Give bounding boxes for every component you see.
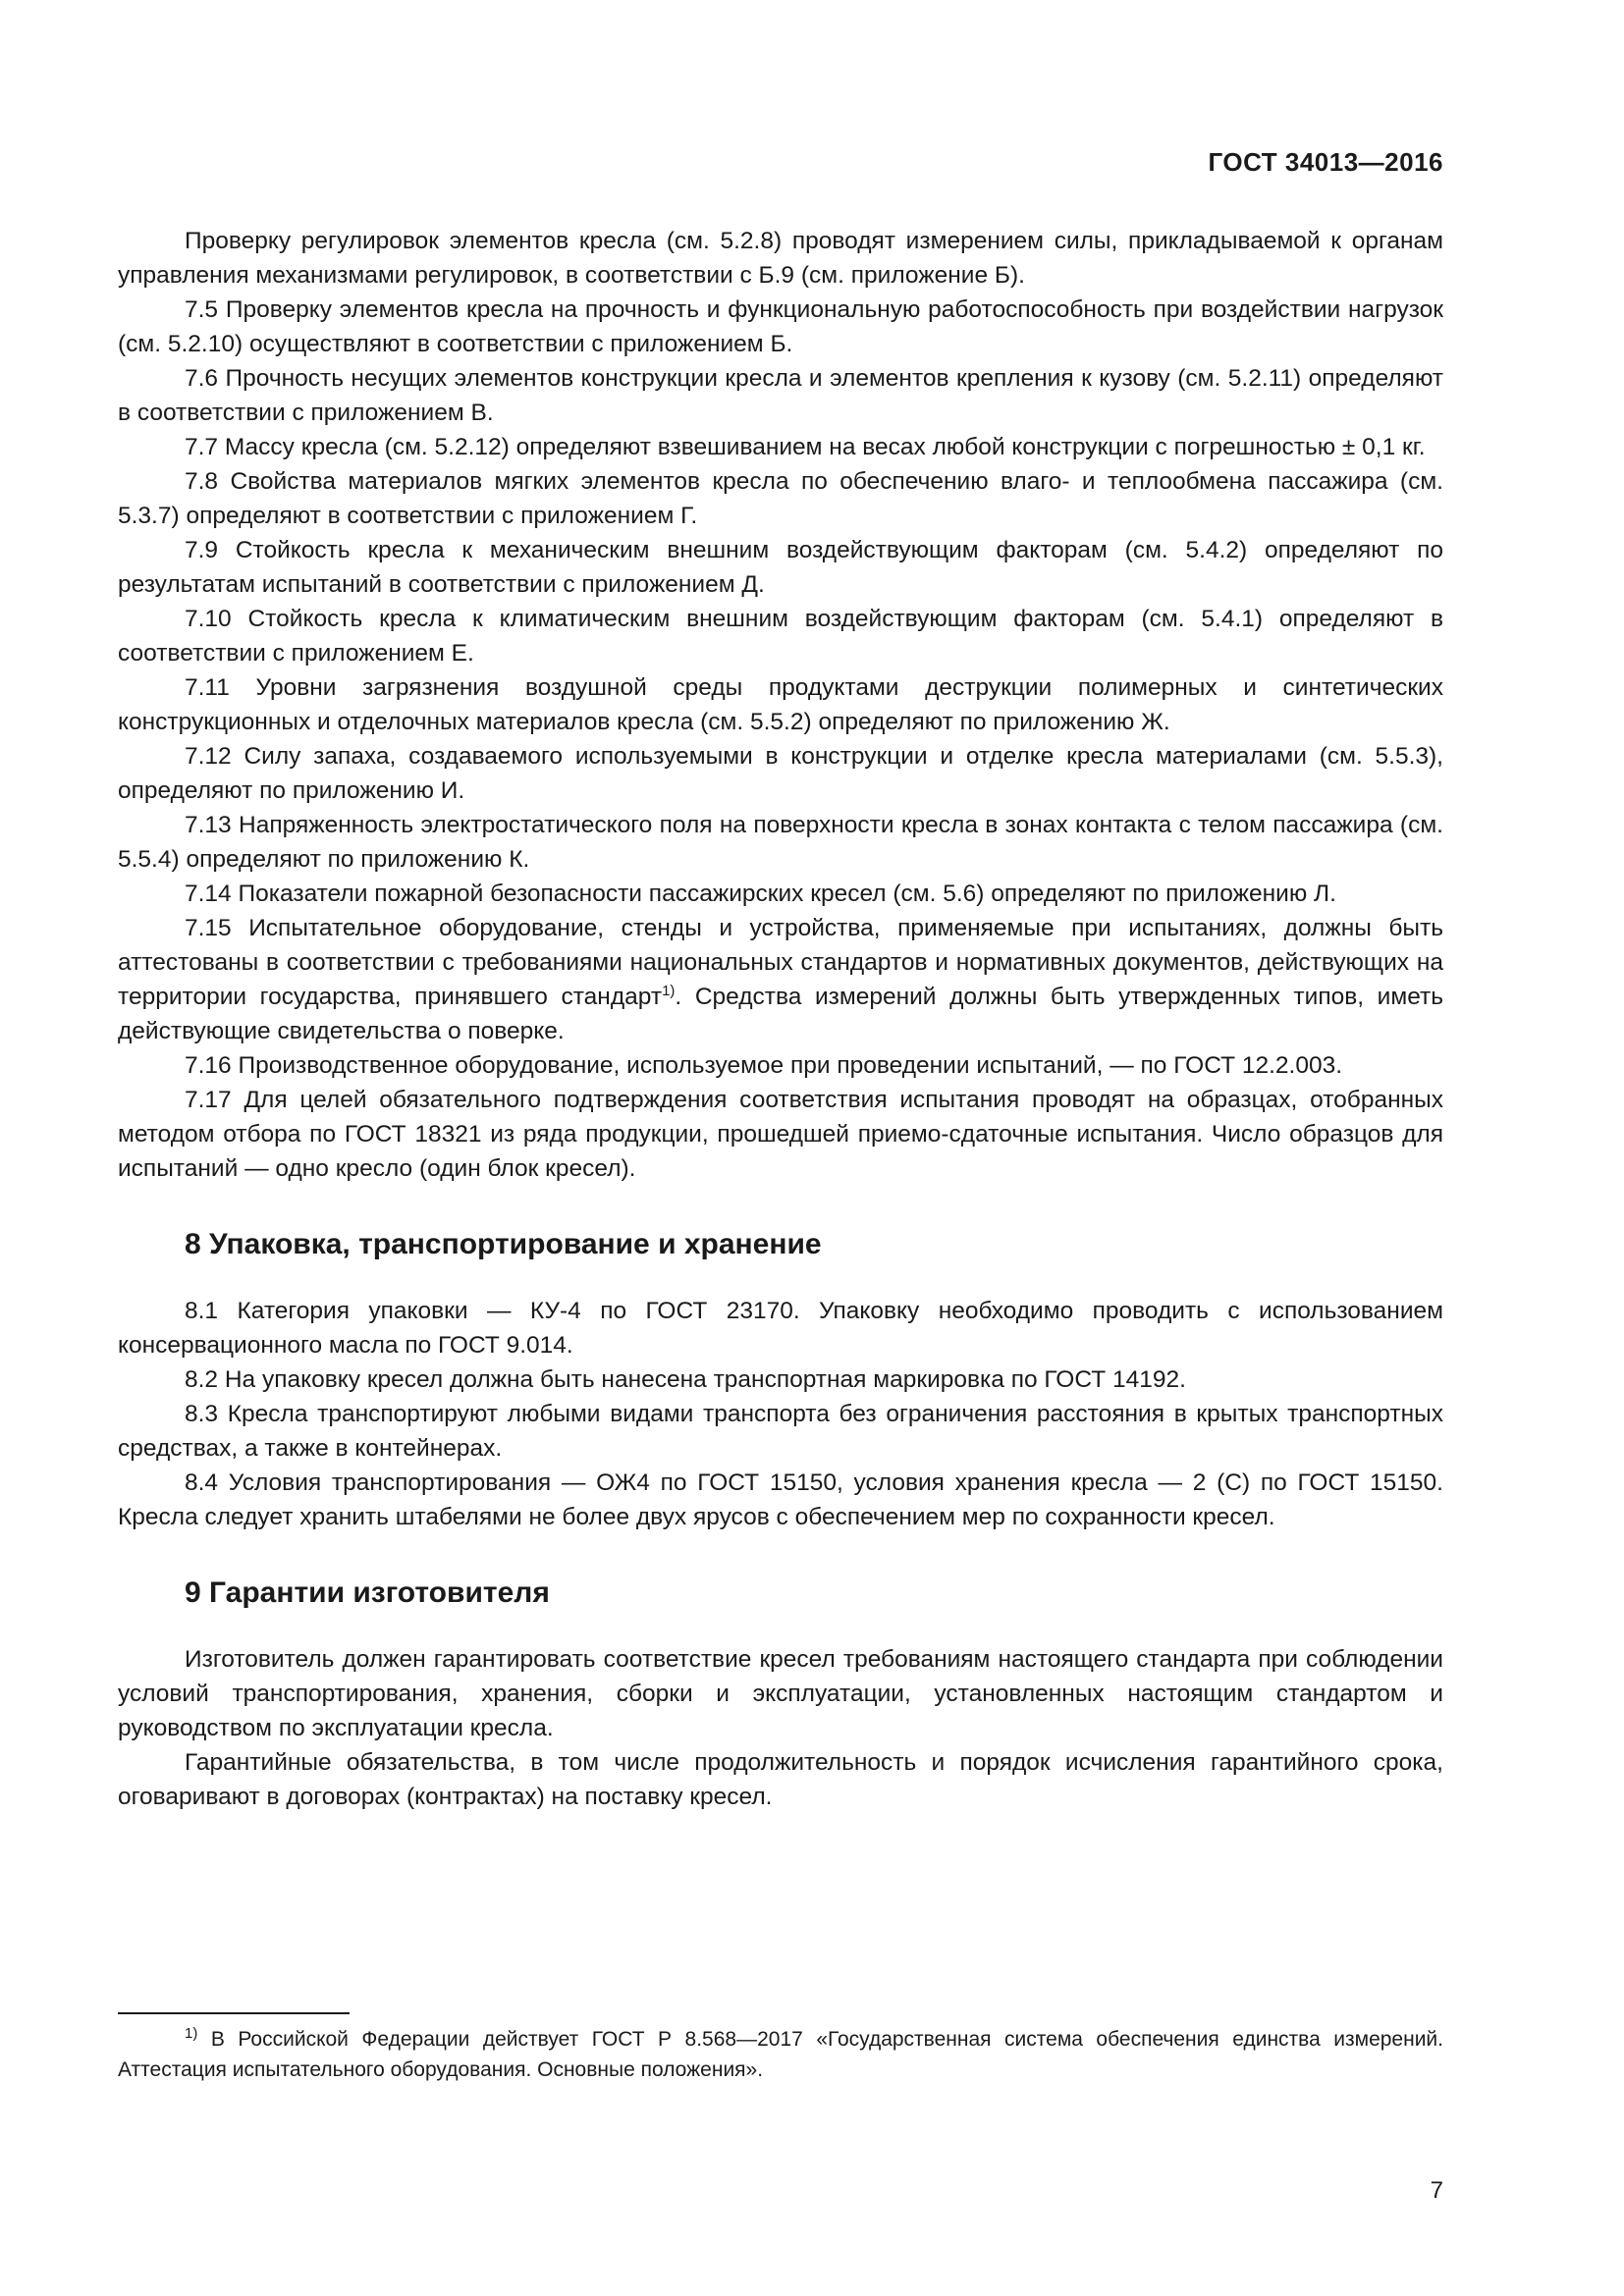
- paragraph-9-1: Изготовитель должен гарантировать соответствие кресел требованиям настоящего стандарта при соблюдении условий транспортирования, хранения, сборки и эксплуатации, установленных настоящим стандартом и руководством по эксплуатации кресла.: [118, 1646, 1443, 1741]
- page-number: 7: [1430, 2177, 1443, 2204]
- footnote-reference-mark[interactable]: 1): [662, 982, 676, 999]
- paragraph-8-3: 8.3 Кресла транспортируют любыми видами транспорта без ограничения расстояния в крытых транспортных средствах, а также в контейнерах.: [118, 1401, 1443, 1462]
- paragraph-7-8: 7.8 Свойства материалов мягких элементов кресла по обеспечению влаго- и теплообмена пассажира (см. 5.3.7) определяют в соответствии с приложением Г.: [118, 468, 1443, 529]
- paragraph-7-15-text-b: . Средства измерений должны быть утвержденных типов, иметь действующие свидетельства о поверке.: [118, 984, 1443, 1044]
- paragraph-7-16: 7.16 Производственное оборудование, используемое при проведении испытаний, — по ГОСТ 12.2.003.: [185, 1052, 1343, 1079]
- paragraph-7-6: 7.6 Прочность несущих элементов конструкции кресла и элементов крепления к кузову (см. 5.2.11) определяют в соответствии с приложением В.: [118, 365, 1443, 426]
- paragraph-7-15-text-a: 7.15 Испытательное оборудование, стенды и устройства, применяемые при испытаниях, должны быть аттестованы в соответствии с требованиями национальных стандартов и нормативных документов, действующих на территории государства, принявшего стандарт: [118, 915, 1443, 1010]
- paragraph-7-5: 7.5 Проверку элементов кресла на прочность и функциональную работоспособность при воздействии нагрузок (см. 5.2.10) осуществляют в соответствии с приложением Б.: [118, 296, 1443, 357]
- footnote-mark: 1): [185, 2025, 198, 2042]
- paragraph-7-17: 7.17 Для целей обязательного подтверждения соответствия испытания проводят на образцах, отобранных методом отбора по ГОСТ 18321 из ряда продукции, прошедшей приемо-сдаточные испытания. Число образцов для испытаний — одно кресло (один блок кресел).: [118, 1087, 1443, 1182]
- paragraph-8-4: 8.4 Условия транспортирования — ОЖ4 по ГОСТ 15150, условия хранения кресла — 2 (С) по ГОСТ 15150. Кресла следует хранить штабелями не более двух ярусов с обеспечением мер по сохранности кресел.: [118, 1469, 1443, 1530]
- section-8-heading: 8 Упаковка, транспортирование и хранение: [185, 1228, 822, 1260]
- footnote-divider: [118, 2012, 350, 2014]
- paragraph-7-15: [118, 911, 1443, 1048]
- section-9-heading: 9 Гарантии изготовителя: [185, 1576, 550, 1609]
- paragraph-7-7: 7.7 Массу кресла (см. 5.2.12) определяют взвешиванием на весах любой конструкции с погрешностью ± 0,1 кг.: [185, 434, 1426, 460]
- paragraph-7-13: 7.13 Напряженность электростатического поля на поверхности кресла в зонах контакта с телом пассажира (см. 5.5.4) определяют по приложению К.: [118, 812, 1443, 873]
- paragraph-7-12: 7.12 Силу запаха, создаваемого используемыми в конструкции и отделке кресла материалами (см. 5.5.3), определяют по приложению И.: [118, 743, 1443, 804]
- document-body: [118, 224, 1443, 1814]
- document-id-header: ГОСТ 34013—2016: [1208, 147, 1443, 177]
- footnote-text: В Российской Федерации действует ГОСТ Р 8.568—2017 «Государственная система обеспечения единства измерений. Аттестация испытательного оборудования. Основные положения».: [118, 2028, 1443, 2081]
- paragraph-8-1: 8.1 Категория упаковки — КУ-4 по ГОСТ 23170. Упаковку необходимо проводить с использованием консервационного масла по ГОСТ 9.014.: [118, 1298, 1443, 1359]
- footnote-area: [118, 2012, 1443, 2085]
- paragraph-9-2: Гарантийные обязательства, в том числе продолжительность и порядок исчисления гарантийного срока, оговаривают в договорах (контрактах) на поставку кресел.: [118, 1749, 1443, 1810]
- paragraph-7-4-continuation: Проверку регулировок элементов кресла (см. 5.2.8) проводят измерением силы, прикладываемой к органам управления механизмами регулировок, в соответствии с Б.9 (см. приложение Б).: [118, 228, 1443, 289]
- paragraph-8-2: 8.2 На упаковку кресел должна быть нанесена транспортная маркировка по ГОСТ 14192.: [185, 1366, 1186, 1393]
- paragraph-7-14: 7.14 Показатели пожарной безопасности пассажирских кресел (см. 5.6) определяют по приложению Л.: [185, 881, 1336, 907]
- paragraph-7-11: 7.11 Уровни загрязнения воздушной среды продуктами деструкции полимерных и синтетических конструкционных и отделочных материалов кресла (см. 5.5.2) определяют по приложению Ж.: [118, 674, 1443, 735]
- paragraph-7-10: 7.10 Стойкость кресла к климатическим внешним воздействующим факторам (см. 5.4.1) определяют в соответствии с приложением Е.: [118, 606, 1443, 667]
- footnote: [118, 2024, 1443, 2085]
- paragraph-7-9: 7.9 Стойкость кресла к механическим внешним воздействующим факторам (см. 5.4.2) определяют по результатам испытаний в соответствии с приложением Д.: [118, 537, 1443, 598]
